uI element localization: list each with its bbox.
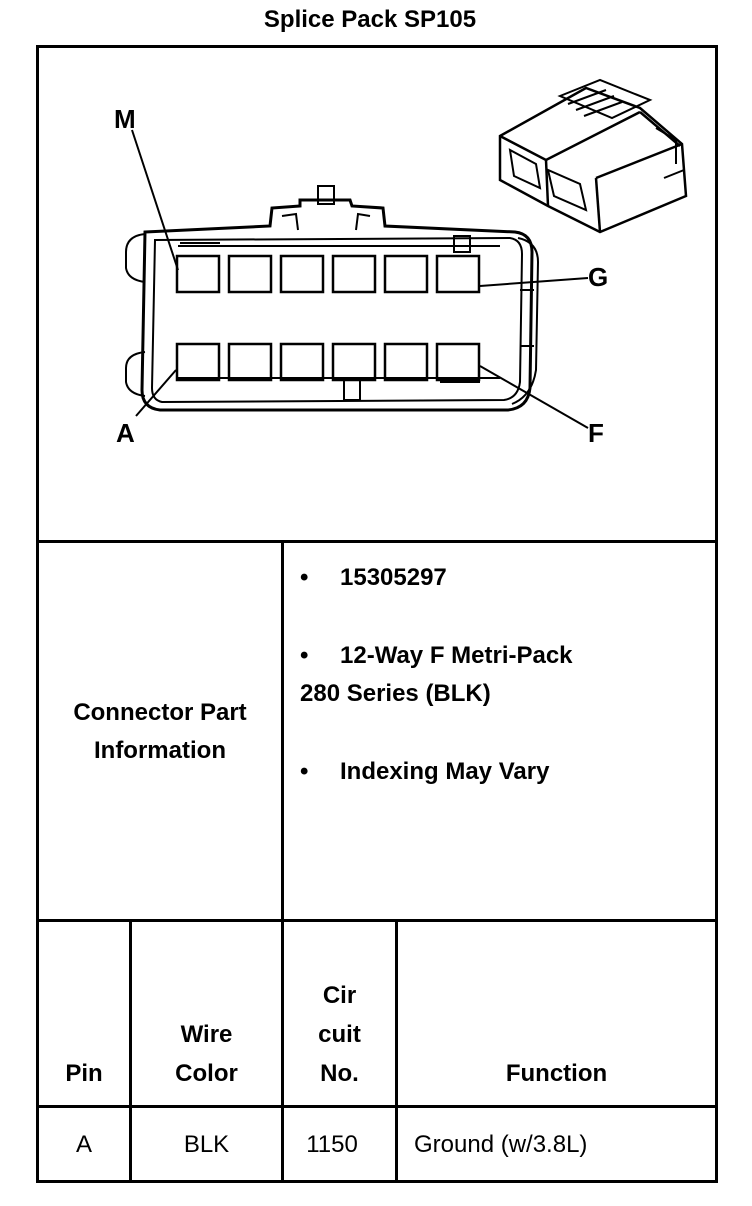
connector-3d-view	[500, 80, 686, 232]
bullet-icon: •	[300, 758, 309, 785]
info-item-connector-type-continued: 280 Series (BLK)	[300, 680, 491, 707]
divider-info	[36, 919, 718, 922]
divider-col-circuit	[395, 919, 398, 1183]
page-title: Splice Pack SP105	[263, 6, 477, 33]
divider-header	[36, 1105, 718, 1108]
connector-part-label-line1: Connector Part	[73, 698, 247, 726]
header-function: Function	[505, 1060, 608, 1087]
connector-part-label-line2: Information	[93, 736, 226, 764]
row-wire-color: BLK	[183, 1131, 230, 1158]
row-pin: A	[75, 1131, 92, 1158]
info-item-part-number: • 15305297	[300, 564, 447, 591]
pin-label-f: F	[588, 418, 604, 448]
pin-label-g: G	[588, 262, 609, 292]
header-wire-color: Wire Color	[175, 1021, 238, 1087]
divider-info-column	[281, 540, 284, 922]
info-item-indexing: • Indexing May Vary	[300, 758, 550, 785]
row-function: Ground (w/3.8L)	[414, 1131, 588, 1158]
pin-label-m: M	[114, 104, 136, 134]
row-circuit: 1150	[306, 1131, 358, 1158]
header-circuit-no: Cir cuit No.	[318, 982, 361, 1087]
info-item-connector-type: • 12-Way F Metri-Pack	[300, 642, 573, 669]
pin-label-a: A	[116, 418, 135, 448]
header-pin: Pin	[65, 1060, 103, 1087]
connector-part-info-label	[39, 544, 281, 919]
bullet-icon: •	[300, 642, 309, 669]
connector-diagram	[39, 48, 715, 540]
bullet-icon: •	[300, 564, 309, 591]
divider-diagram	[36, 540, 718, 543]
